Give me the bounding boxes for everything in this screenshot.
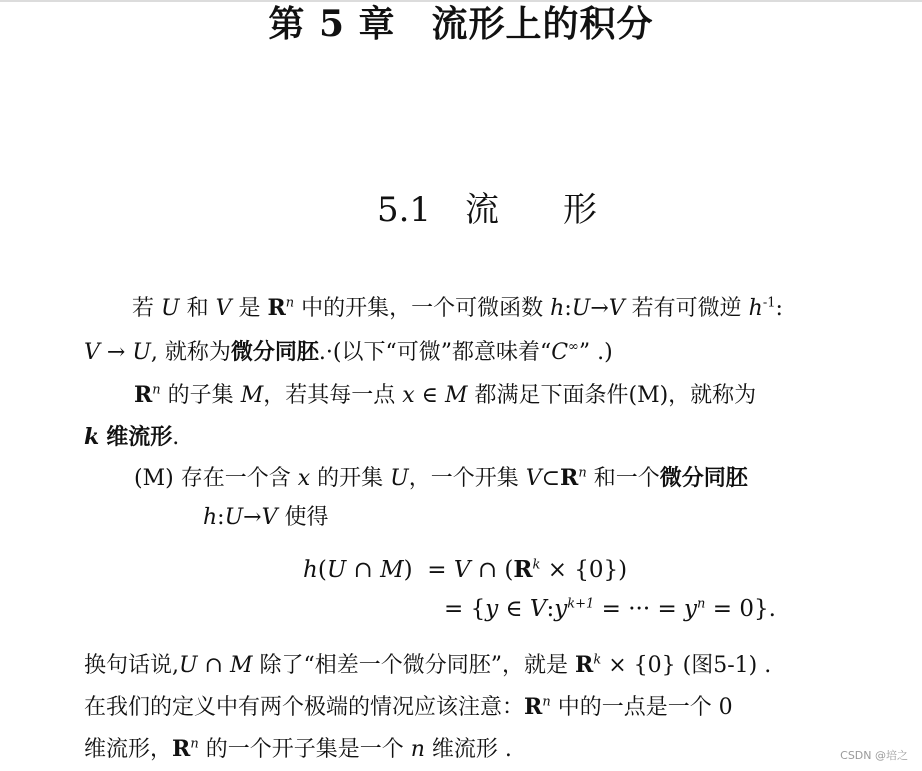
text: 若有可微逆 (631, 296, 742, 321)
text: : (564, 296, 572, 321)
math-exponent: n (542, 694, 551, 710)
section-number: 5.1 (376, 190, 432, 230)
text: : (775, 296, 783, 321)
text: 中的开集，一个可微函数 (301, 296, 544, 321)
para2-line1 (134, 380, 756, 411)
text: 中的一点是一个 0 (557, 695, 733, 720)
math-var: y (485, 596, 499, 622)
equation-line1 (303, 556, 627, 583)
math-exponent: ∞ (568, 339, 579, 355)
math-var: U (161, 296, 180, 321)
chapter-number: 第 5 章 (268, 3, 396, 45)
math-exponent: -1 (762, 295, 776, 311)
math-var: k (84, 424, 100, 450)
para3-line3 (84, 734, 512, 765)
math-symbol: = ··· = (601, 596, 677, 622)
math-var: h (303, 557, 318, 583)
text: 和 (186, 296, 209, 321)
text: : (217, 505, 225, 530)
para3-line1 (84, 650, 771, 681)
text: 是 (238, 296, 261, 321)
math-var: U (571, 296, 591, 321)
math-var: M (380, 557, 404, 583)
math-exponent: n (152, 382, 161, 398)
chapter-name: 流形上的积分 (431, 3, 654, 45)
term-diffeomorphism: 微分同胚 (659, 465, 748, 491)
arrow-symbol: → (243, 505, 262, 530)
math-reals: R (560, 465, 579, 491)
math-var: y (554, 596, 568, 622)
math-var: U (132, 340, 151, 365)
text: 维流形， (84, 737, 173, 762)
math-var: h (550, 296, 565, 321)
text: 除了“相差一个微分同胚”，就是 (259, 653, 569, 678)
equals-sign: = (427, 557, 447, 583)
math-var: x (297, 466, 311, 491)
math-symbol: ∩ ( (477, 557, 514, 583)
math-var: C (551, 340, 569, 365)
math-var: V (608, 296, 625, 321)
math-var: V (529, 596, 547, 622)
text: 维流形 . (431, 737, 512, 762)
condition-line1 (134, 463, 748, 494)
math-var: x (402, 383, 415, 408)
text: .·(以下“可微”都意味着“ (318, 340, 552, 365)
math-symbol: ∩ (353, 557, 373, 583)
math-symbol: ) (403, 557, 413, 583)
text: 在我们的定义中有两个极端的情况应该注意： (84, 695, 525, 720)
condition-label: (M) (134, 466, 174, 491)
text: 的开集 (317, 466, 384, 491)
section-title-part-1: 流 (465, 190, 500, 230)
math-symbol: ∩ (204, 653, 223, 678)
math-symbol: = 0}. (712, 596, 776, 622)
math-reals: R (524, 694, 543, 720)
math-exponent: n (190, 736, 199, 752)
text: 的一个开子集是一个 (205, 737, 404, 762)
math-exponent: n (285, 295, 295, 311)
math-var: V (261, 505, 278, 530)
math-var: U (390, 466, 409, 491)
para2-line2 (84, 422, 179, 453)
equals-sign: = (444, 596, 464, 622)
equation-line2 (444, 596, 776, 622)
para1-line1 (132, 293, 783, 324)
math-reals: R (267, 295, 286, 321)
para3-line2 (84, 692, 733, 723)
term-k-manifold: 维流形 (106, 424, 173, 450)
math-symbol: ( (317, 557, 327, 583)
figure-reference: (图5-1) . (682, 653, 772, 678)
math-reals: R (513, 556, 533, 583)
arrow-symbol: → (590, 296, 609, 321)
math-var: U (326, 557, 347, 583)
text: , 就称为 (150, 340, 231, 365)
math-symbol: × {0}) (547, 557, 628, 583)
text: 和一个 (593, 466, 660, 491)
math-var: M (444, 383, 468, 408)
math-var: M (240, 383, 264, 408)
math-symbol: { (470, 596, 486, 622)
math-var: y (684, 596, 698, 622)
watermark: CSDN @培之 (840, 749, 908, 762)
condition-line2 (203, 503, 328, 533)
section-title-part-2: 形 (563, 190, 598, 230)
text: 都满足下面条件(M)，就称为 (474, 383, 757, 408)
math-symbol: : (546, 596, 555, 622)
math-var: V (215, 296, 232, 321)
text: 若 (132, 296, 155, 321)
text: 的子集 (167, 383, 234, 408)
text: ，若其每一点 (263, 383, 396, 408)
term-diffeomorphism: 微分同胚 (230, 339, 319, 365)
text: 换句话说, (84, 653, 179, 678)
section-title (0, 182, 922, 231)
math-exponent: n (578, 465, 587, 481)
text: ” .) (578, 340, 613, 365)
math-var: V (453, 557, 471, 583)
para1-line2 (84, 337, 613, 368)
math-var: V (84, 340, 100, 365)
math-var: M (229, 653, 253, 678)
math-var: n (410, 737, 425, 762)
text: ，一个开集 (408, 466, 519, 491)
math-symbol: × {0} (608, 653, 676, 678)
math-symbol: ∈ (421, 383, 438, 408)
math-reals: R (134, 382, 153, 408)
math-exponent: k (593, 652, 602, 668)
math-symbol: ∈ (505, 596, 523, 622)
text: . (172, 425, 180, 450)
math-exponent: k+1 (567, 596, 595, 612)
math-var: U (224, 505, 244, 530)
math-var: h (748, 296, 763, 321)
arrow-symbol: → (106, 340, 126, 365)
math-var: h (203, 505, 218, 530)
math-exponent: k (532, 557, 541, 573)
chapter-title (0, 0, 922, 47)
math-var: U (179, 653, 198, 678)
text: 存在一个含 (180, 466, 291, 491)
math-var: V (525, 466, 542, 491)
text: 使得 (284, 505, 329, 530)
math-reals: R (172, 736, 191, 762)
math-symbol: ⊂ (541, 466, 561, 491)
math-exponent: n (697, 596, 706, 612)
math-reals: R (575, 652, 594, 678)
